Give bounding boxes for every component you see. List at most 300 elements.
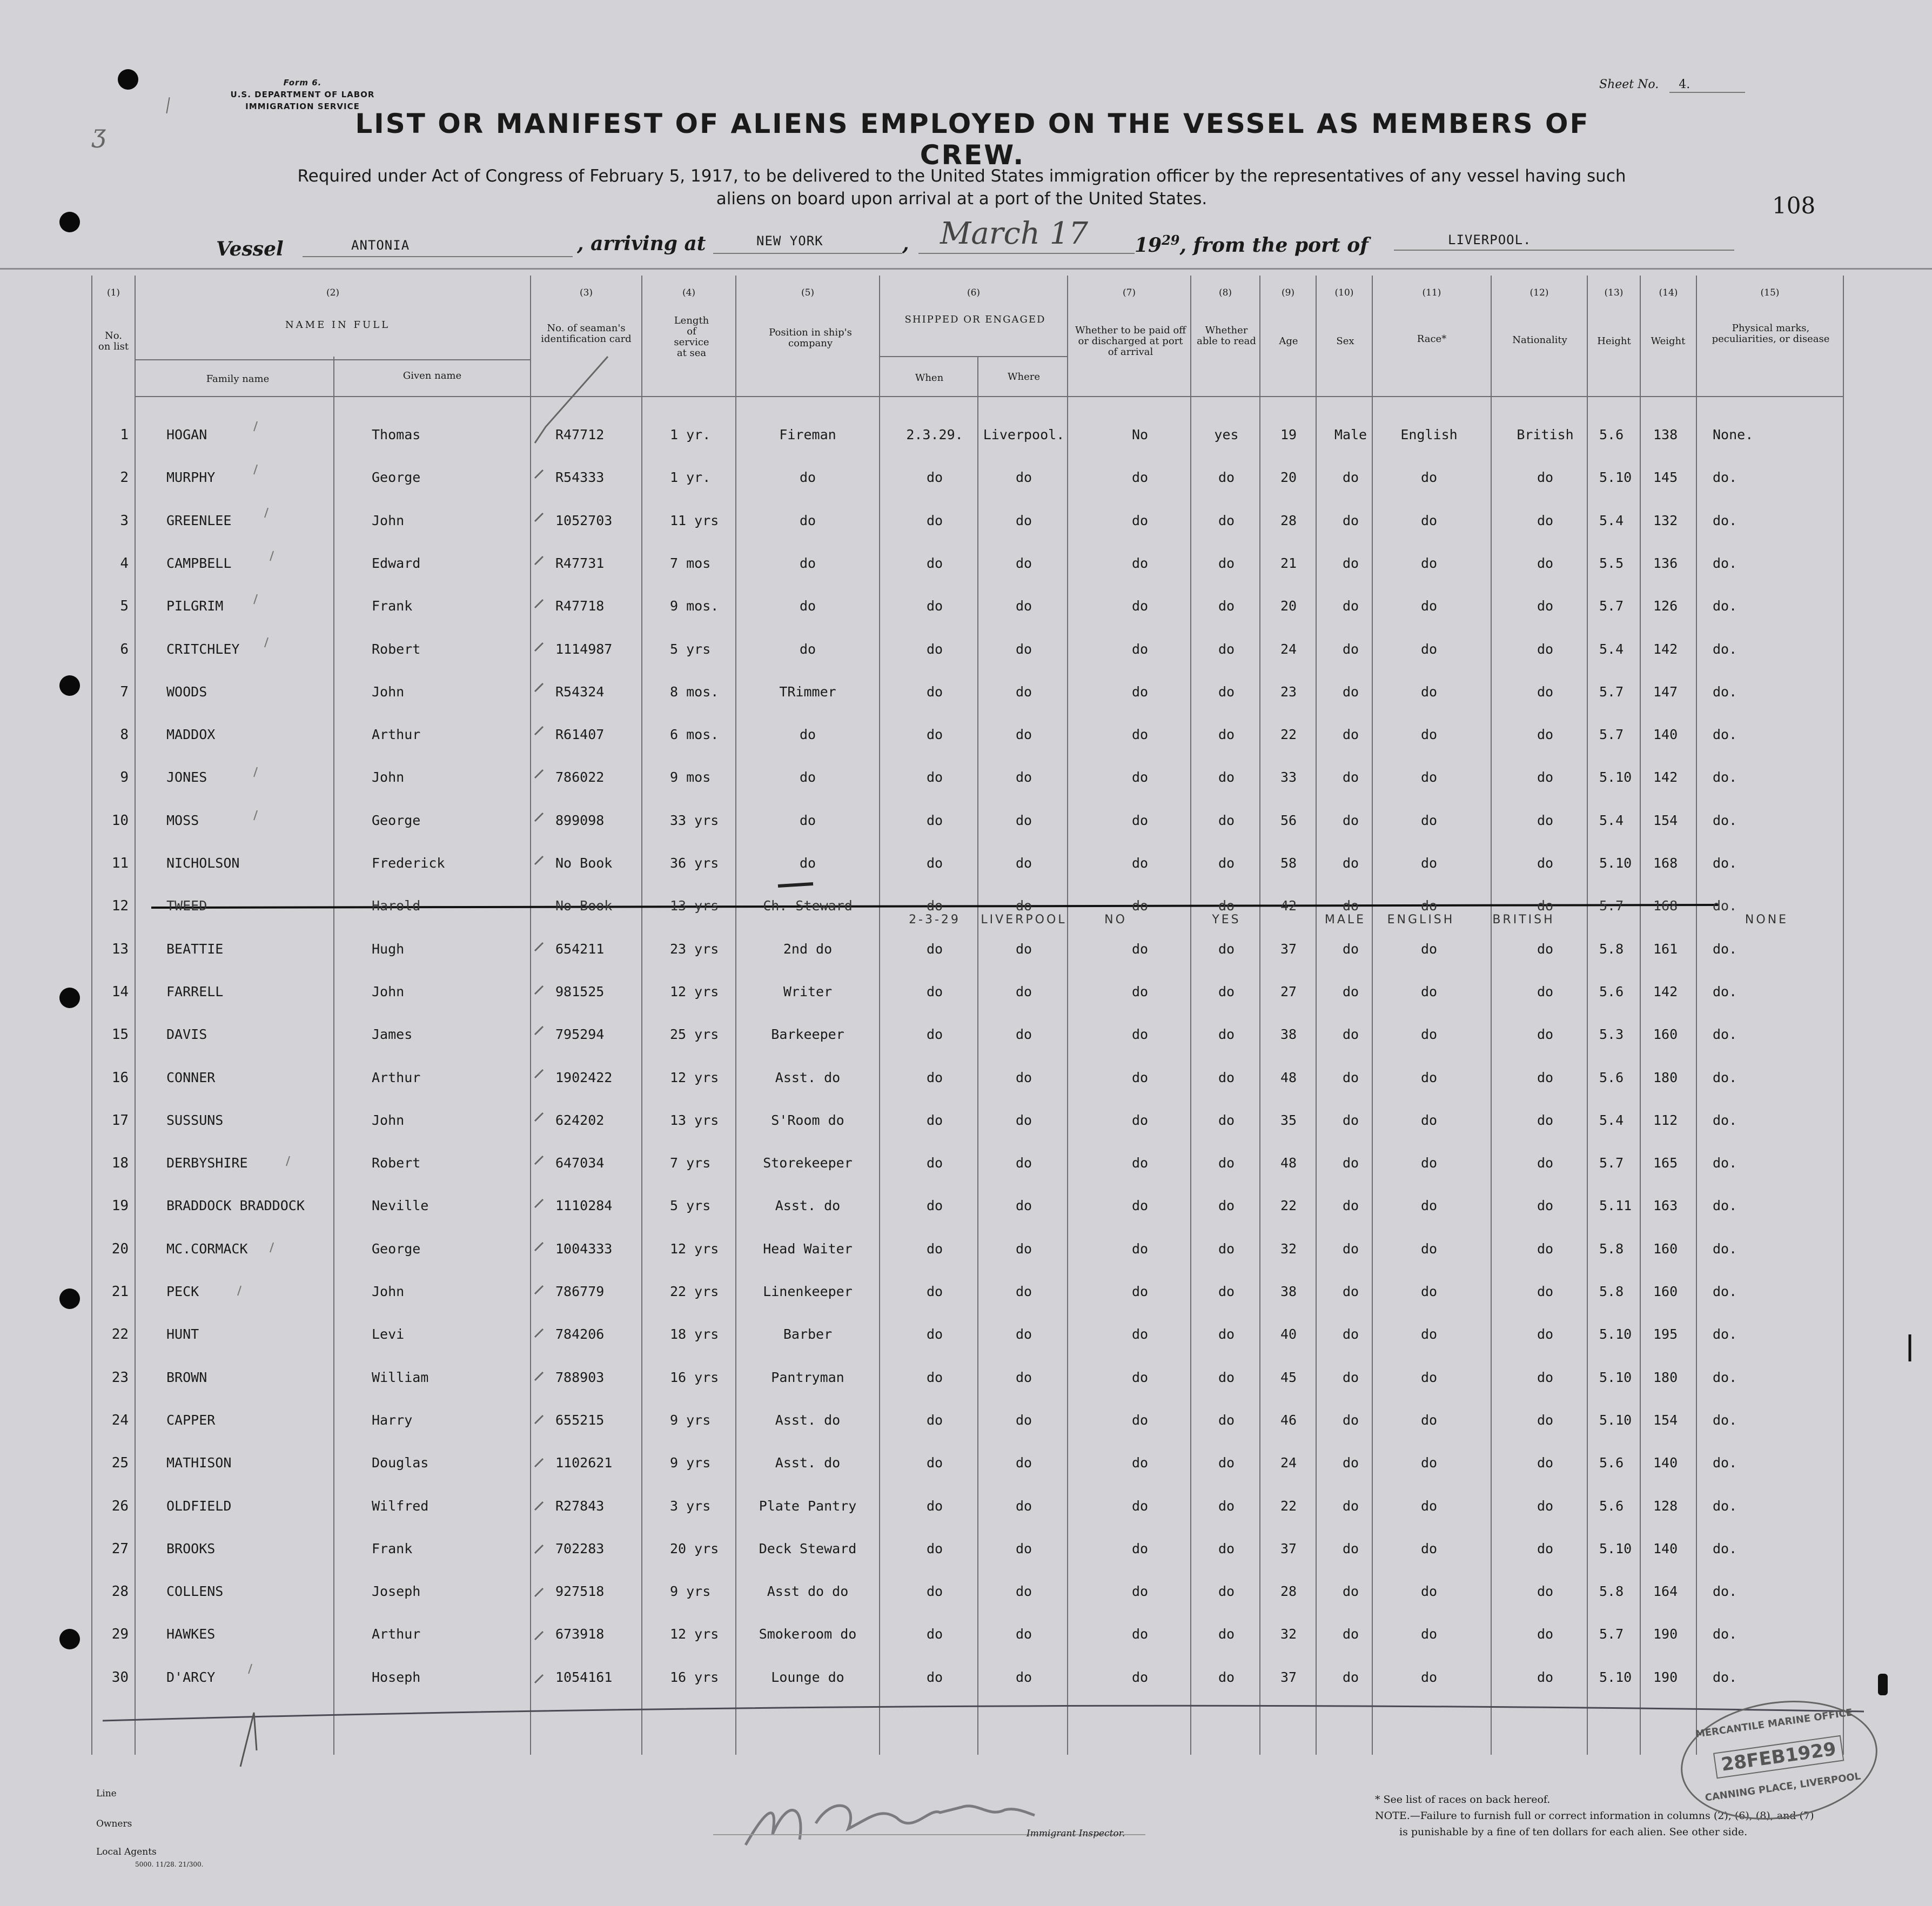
shipped-when-cell: do — [926, 469, 943, 485]
age-cell: 24 — [1280, 1455, 1297, 1471]
stamp-top: MERCANTILE MARINE OFFICE — [1694, 1707, 1854, 1740]
read-cell: do — [1218, 1498, 1235, 1514]
weight-cell: 160 — [1653, 1026, 1678, 1042]
marks-cell: do. — [1713, 555, 1738, 571]
row-number: 24 — [111, 1412, 129, 1428]
given-name-cell: George — [372, 813, 421, 828]
weight-cell: 142 — [1653, 984, 1678, 999]
marks-cell: do. — [1713, 598, 1738, 614]
race-cell: do — [1420, 1112, 1438, 1128]
paid-off-cell: do — [1131, 1669, 1149, 1685]
row-number: 12 — [111, 898, 129, 914]
age-cell: 40 — [1280, 1326, 1297, 1342]
position-cell: Fireman — [779, 427, 836, 442]
read-cell: do — [1218, 684, 1235, 700]
sex-cell: do — [1342, 1583, 1359, 1599]
nationality-cell: do — [1537, 984, 1554, 999]
nationality-cell: do — [1537, 1155, 1554, 1171]
id-card-cell: 1004333 — [555, 1241, 613, 1257]
race-cell: do — [1420, 1626, 1438, 1642]
sex-cell: do — [1342, 1198, 1359, 1213]
sex-cell: do — [1342, 598, 1359, 614]
id-card-cell: R47712 — [555, 427, 605, 442]
paid-off-cell: do — [1131, 1412, 1149, 1428]
family-name-cell: DERBYSHIRE — [166, 1155, 248, 1171]
service-length-cell: 16 yrs — [670, 1370, 719, 1385]
given-name-cell: Arthur — [372, 727, 421, 742]
row-number: 29 — [111, 1626, 129, 1642]
hdr-no-on-list: No. on list — [98, 330, 129, 352]
race-cell: do — [1420, 1241, 1438, 1257]
sex-cell: Male — [1334, 427, 1367, 442]
weight-cell: 165 — [1653, 1155, 1678, 1171]
nationality-cell: British — [1517, 427, 1574, 442]
paid-off-cell: do — [1131, 1626, 1149, 1642]
column-number: (13) — [1604, 287, 1624, 298]
age-cell: 32 — [1280, 1241, 1297, 1257]
race-cell: do — [1420, 555, 1438, 571]
age-cell: 46 — [1280, 1412, 1297, 1428]
position-cell: S'Room do — [771, 1112, 844, 1128]
position-cell: Barber — [783, 1326, 833, 1342]
shipped-where-cell: do — [1015, 1541, 1032, 1556]
given-name-cell: John — [372, 684, 405, 700]
paid-off-cell: do — [1131, 1498, 1149, 1514]
family-name-cell: FARRELL — [166, 984, 224, 999]
race-cell: do — [1420, 469, 1438, 485]
shipped-when-cell: do — [926, 555, 943, 571]
id-card-cell: 647034 — [555, 1155, 605, 1171]
race-cell: do — [1420, 1284, 1438, 1299]
row-number: 14 — [111, 984, 129, 1000]
age-cell: 48 — [1280, 1070, 1297, 1085]
read-cell: do — [1218, 1241, 1235, 1257]
marks-cell: do. — [1713, 941, 1738, 957]
read-cell: do — [1218, 469, 1235, 485]
family-name-cell: MURPHY — [166, 469, 216, 485]
shipped-when-cell: do — [926, 769, 943, 785]
sex-cell: do — [1342, 513, 1359, 528]
id-card-cell: R47718 — [555, 598, 605, 614]
given-name-cell: Robert — [372, 641, 421, 657]
shipped-when-cell: do — [926, 1455, 943, 1471]
marks-cell: do. — [1713, 727, 1738, 742]
age-cell: 33 — [1280, 769, 1297, 785]
given-name-cell: Joseph — [372, 1583, 421, 1599]
read-cell: do — [1218, 984, 1235, 999]
hdr-nationality: Nationality — [1512, 334, 1567, 346]
row-number: 4 — [120, 555, 129, 572]
correction-when: 2-3-29 — [909, 913, 961, 927]
race-cell: do — [1420, 513, 1438, 528]
position-cell: Asst. do — [775, 1455, 841, 1471]
id-card-cell: 788903 — [555, 1370, 605, 1385]
height-cell: 5.11 — [1599, 1198, 1632, 1213]
nationality-cell: do — [1537, 641, 1554, 657]
shipped-where-cell: Liverpool. — [983, 427, 1065, 442]
print-code: 5000. 11/28. 21/300. — [135, 1861, 204, 1868]
nationality-cell: do — [1537, 1626, 1554, 1642]
position-cell: Linenkeeper — [763, 1284, 853, 1299]
correction-race: ENGLISH — [1387, 913, 1455, 927]
column-number: (5) — [801, 287, 815, 298]
column-number: (10) — [1334, 287, 1354, 298]
height-cell: 5.10 — [1599, 769, 1632, 785]
paid-off-cell: do — [1131, 555, 1149, 571]
id-card-cell: 899098 — [555, 813, 605, 828]
correction-read: YES — [1212, 913, 1241, 927]
row-number: 25 — [111, 1455, 129, 1471]
sex-cell: do — [1342, 984, 1359, 999]
shipped-when-cell: do — [926, 1626, 943, 1642]
nationality-cell: do — [1537, 1669, 1554, 1685]
sex-cell: do — [1342, 727, 1359, 742]
sex-cell: do — [1342, 898, 1359, 914]
row-number: 2 — [120, 469, 129, 486]
paid-off-cell: do — [1131, 769, 1149, 785]
read-cell: do — [1218, 1155, 1235, 1171]
height-cell: 5.4 — [1599, 813, 1624, 828]
nationality-cell: do — [1537, 513, 1554, 528]
service-length-cell: 20 yrs — [670, 1541, 719, 1556]
row-number: 28 — [111, 1583, 129, 1600]
weight-cell: 195 — [1653, 1326, 1678, 1342]
read-cell: do — [1218, 898, 1235, 914]
age-cell: 32 — [1280, 1626, 1297, 1642]
age-cell: 45 — [1280, 1370, 1297, 1385]
position-cell: Writer — [783, 984, 833, 999]
id-card-cell: 1114987 — [555, 641, 613, 657]
row-number: 23 — [111, 1370, 129, 1386]
age-cell: 42 — [1280, 898, 1297, 914]
id-card-cell: 784206 — [555, 1326, 605, 1342]
service-length-cell: 13 yrs — [670, 898, 719, 914]
paid-off-cell: do — [1131, 1198, 1149, 1213]
given-name-cell: Frank — [372, 1541, 413, 1556]
race-cell: do — [1420, 641, 1438, 657]
read-cell: do — [1218, 555, 1235, 571]
given-name-cell: Levi — [372, 1326, 405, 1342]
shipped-where-cell: do — [1015, 598, 1032, 614]
correction-sex: MALE — [1324, 913, 1366, 927]
family-name-cell: HUNT — [166, 1326, 199, 1342]
marks-cell: do. — [1713, 898, 1738, 914]
sex-cell: do — [1342, 1326, 1359, 1342]
race-cell: do — [1420, 1669, 1438, 1685]
marks-cell: do. — [1713, 1198, 1738, 1213]
given-name-cell: George — [372, 469, 421, 485]
id-card-cell: R54324 — [555, 684, 605, 700]
column-number: (2) — [326, 287, 340, 298]
year-prefix: 19 — [1135, 234, 1162, 257]
penalty-note-2: is punishable by a fine of ten dollars for each alien. See other side. — [1399, 1826, 1748, 1838]
marks-cell: None. — [1713, 427, 1754, 442]
age-cell: 22 — [1280, 727, 1297, 742]
height-cell: 5.4 — [1599, 1112, 1624, 1128]
weight-cell: 190 — [1653, 1626, 1678, 1642]
departure-port: LIVERPOOL. — [1448, 232, 1532, 247]
given-name-cell: John — [372, 984, 405, 999]
service-length-cell: 9 yrs — [670, 1412, 711, 1428]
column-number: (7) — [1122, 287, 1136, 298]
column-number: (15) — [1760, 287, 1780, 298]
shipped-where-cell: do — [1015, 1626, 1032, 1642]
shipped-when-cell: do — [926, 1241, 943, 1257]
position-cell: do — [799, 727, 816, 742]
weight-cell: 160 — [1653, 1284, 1678, 1299]
id-card-cell: 702283 — [555, 1541, 605, 1556]
nationality-cell: do — [1537, 1112, 1554, 1128]
given-name-cell: Hoseph — [372, 1669, 421, 1685]
weight-cell: 140 — [1653, 1455, 1678, 1471]
id-card-cell: 795294 — [555, 1026, 605, 1042]
given-name-cell: Neville — [372, 1198, 429, 1213]
service-length-cell: 23 yrs — [670, 941, 719, 957]
shipped-when-cell: do — [926, 1070, 943, 1085]
read-cell: do — [1218, 769, 1235, 785]
read-cell: yes — [1214, 427, 1239, 442]
column-number: (12) — [1530, 287, 1549, 298]
age-cell: 38 — [1280, 1026, 1297, 1042]
shipped-where-cell: do — [1015, 813, 1032, 828]
service-length-cell: 1 yr. — [670, 427, 711, 442]
service-length-cell: 12 yrs — [670, 1626, 719, 1642]
nationality-cell: do — [1537, 1455, 1554, 1471]
read-cell: do — [1218, 1455, 1235, 1471]
service-length-cell: 9 yrs — [670, 1583, 711, 1599]
line-label: Line — [96, 1788, 117, 1799]
age-cell: 38 — [1280, 1284, 1297, 1299]
family-name-cell: MATHISON — [166, 1455, 232, 1471]
shipped-when-cell: do — [926, 1583, 943, 1599]
hdr-position: Position in ship's company — [769, 327, 852, 349]
hdr-when: When — [915, 372, 944, 384]
sex-cell: do — [1342, 1498, 1359, 1514]
hdr-age: Age — [1279, 335, 1298, 347]
service-length-cell: 7 yrs — [670, 1155, 711, 1171]
weight-cell: 136 — [1653, 555, 1678, 571]
paid-off-cell: do — [1131, 1370, 1149, 1385]
family-name-cell: JONES — [166, 769, 207, 785]
marks-cell: do. — [1713, 1669, 1738, 1685]
height-cell: 5.8 — [1599, 1284, 1624, 1299]
sex-cell: do — [1342, 684, 1359, 700]
penalty-note-1: NOTE.—Failure to furnish full or correct information in columns (2), (6), (8), and (7) — [1375, 1810, 1814, 1822]
id-card-cell: 1102621 — [555, 1455, 613, 1471]
position-cell: Lounge do — [771, 1669, 844, 1685]
shipped-where-cell: do — [1015, 641, 1032, 657]
race-cell: do — [1420, 855, 1438, 871]
read-cell: do — [1218, 1284, 1235, 1299]
shipped-when-cell: do — [926, 598, 943, 614]
column-number: (1) — [106, 287, 120, 298]
row-number: 19 — [111, 1198, 129, 1214]
read-cell: do — [1218, 727, 1235, 742]
read-cell: do — [1218, 1198, 1235, 1213]
service-length-cell: 9 yrs — [670, 1455, 711, 1471]
weight-cell: 180 — [1653, 1370, 1678, 1385]
id-card-cell: 654211 — [555, 941, 605, 957]
marks-cell: do. — [1713, 1583, 1738, 1599]
paid-off-cell: do — [1131, 898, 1149, 914]
id-card-cell: 655215 — [555, 1412, 605, 1428]
weight-cell: 190 — [1653, 1669, 1678, 1685]
position-cell: do — [799, 513, 816, 528]
sex-cell: do — [1342, 941, 1359, 957]
nationality-cell: do — [1537, 1026, 1554, 1042]
family-name-cell: CONNER — [166, 1070, 216, 1085]
weight-cell: 163 — [1653, 1198, 1678, 1213]
marks-cell: do. — [1713, 813, 1738, 828]
service-length-cell: 22 yrs — [670, 1284, 719, 1299]
paid-off-cell: do — [1131, 1026, 1149, 1042]
height-cell: 5.7 — [1599, 898, 1624, 914]
height-cell: 5.5 — [1599, 555, 1624, 571]
marks-cell: do. — [1713, 769, 1738, 785]
sex-cell: do — [1342, 1412, 1359, 1428]
nationality-cell: do — [1537, 1326, 1554, 1342]
marks-cell: do. — [1713, 1455, 1738, 1471]
weight-cell: 180 — [1653, 1070, 1678, 1085]
read-cell: do — [1218, 855, 1235, 871]
marks-cell: do. — [1713, 1026, 1738, 1042]
shipped-where-cell: do — [1015, 1198, 1032, 1213]
row-number: 27 — [111, 1541, 129, 1557]
shipped-when-cell: do — [926, 684, 943, 700]
race-cell: do — [1420, 1498, 1438, 1514]
race-cell: do — [1420, 898, 1438, 914]
hdr-marks: Physical marks, peculiarities, or disease — [1712, 323, 1830, 345]
family-name-cell: PILGRIM — [166, 598, 224, 614]
service-length-cell: 12 yrs — [670, 984, 719, 999]
age-cell: 19 — [1280, 427, 1297, 442]
service-length-cell: 12 yrs — [670, 1241, 719, 1257]
position-cell: Barkeeper — [771, 1026, 844, 1042]
shipped-when-cell: do — [926, 1284, 943, 1299]
paid-off-cell: do — [1131, 1541, 1149, 1556]
from-port-label: , from the port of — [1179, 234, 1369, 257]
family-name-cell: SUSSUNS — [166, 1112, 224, 1128]
hdr-id-card: No. of seaman's identification card — [541, 323, 632, 345]
race-cell: do — [1420, 1541, 1438, 1556]
column-number: (11) — [1422, 287, 1441, 298]
weight-cell: 132 — [1653, 513, 1678, 528]
paid-off-cell: do — [1131, 1070, 1149, 1085]
shipped-where-cell: do — [1015, 1070, 1032, 1085]
given-name-cell: Robert — [372, 1155, 421, 1171]
shipped-when-cell: do — [926, 855, 943, 871]
shipped-when-cell: do — [926, 513, 943, 528]
sex-cell: do — [1342, 469, 1359, 485]
inspector-label: Immigrant Inspector. — [1027, 1828, 1125, 1839]
sex-cell: do — [1342, 641, 1359, 657]
sex-cell: do — [1342, 855, 1359, 871]
hdr-sex: Sex — [1336, 335, 1354, 347]
hdr-length-service: Length of service at sea — [674, 315, 709, 359]
sex-cell: do — [1342, 1541, 1359, 1556]
nationality-cell: do — [1537, 1070, 1554, 1085]
marks-cell: do. — [1713, 1112, 1738, 1128]
position-cell: Storekeeper — [763, 1155, 853, 1171]
arrival-date: March 17 — [940, 216, 1088, 251]
paid-off-cell: do — [1131, 1284, 1149, 1299]
position-cell: Deck Steward — [759, 1541, 857, 1556]
races-note: * See list of races on back hereof. — [1375, 1794, 1551, 1806]
marks-cell: do. — [1713, 513, 1738, 528]
id-card-cell: 927518 — [555, 1583, 605, 1599]
paid-off-cell: do — [1131, 813, 1149, 828]
marks-cell: do. — [1713, 1284, 1738, 1299]
shipped-where-cell: do — [1015, 769, 1032, 785]
shipped-when-cell: do — [926, 727, 943, 742]
row-number: 10 — [111, 813, 129, 829]
weight-cell: 154 — [1653, 813, 1678, 828]
row-number: 21 — [111, 1284, 129, 1300]
age-cell: 35 — [1280, 1112, 1297, 1128]
age-cell: 20 — [1280, 469, 1297, 485]
service-length-cell: 36 yrs — [670, 855, 719, 871]
nationality-cell: do — [1537, 727, 1554, 742]
height-cell: 5.6 — [1599, 1455, 1624, 1471]
paid-off-cell: do — [1131, 469, 1149, 485]
age-cell: 58 — [1280, 855, 1297, 871]
position-cell: do — [799, 555, 816, 571]
sex-cell: do — [1342, 1669, 1359, 1685]
row-number: 11 — [111, 855, 129, 871]
read-cell: do — [1218, 1669, 1235, 1685]
height-cell: 5.4 — [1599, 513, 1624, 528]
hdr-height: Height — [1597, 335, 1631, 347]
sheet-value: 4. — [1679, 78, 1691, 91]
age-cell: 20 — [1280, 598, 1297, 614]
row-number: 1 — [120, 427, 129, 443]
row-number: 20 — [111, 1241, 129, 1257]
id-card-cell: 1054161 — [555, 1669, 613, 1685]
paid-off-cell: do — [1131, 641, 1149, 657]
given-name-cell: George — [372, 1241, 421, 1257]
id-card-cell: 786779 — [555, 1284, 605, 1299]
family-name-cell: BRADDOCK BRADDOCK — [166, 1198, 305, 1213]
row-number: 7 — [120, 684, 129, 700]
given-name-cell: Hugh — [372, 941, 405, 957]
shipped-where-cell: do — [1015, 1370, 1032, 1385]
sex-cell: do — [1342, 1026, 1359, 1042]
column-number: (4) — [682, 287, 696, 298]
owners-label: Owners — [96, 1818, 132, 1829]
shipped-where-cell: do — [1015, 1583, 1032, 1599]
position-cell: Asst. do — [775, 1412, 841, 1428]
weight-cell: 142 — [1653, 641, 1678, 657]
correction-paid: NO — [1104, 913, 1127, 927]
row-number: 26 — [111, 1498, 129, 1514]
nationality-cell: do — [1537, 1498, 1554, 1514]
position-cell: Head Waiter — [763, 1241, 853, 1257]
shipped-when-cell: do — [926, 1112, 943, 1128]
marks-cell: do. — [1713, 1155, 1738, 1171]
nationality-cell: do — [1537, 1412, 1554, 1428]
marks-cell: do. — [1713, 984, 1738, 999]
family-name-cell: COLLENS — [166, 1583, 224, 1599]
margin-scribble: ʒ — [92, 119, 106, 148]
race-cell: do — [1420, 813, 1438, 828]
weight-cell: 147 — [1653, 684, 1678, 700]
shipped-where-cell: do — [1015, 941, 1032, 957]
family-name-cell: DAVIS — [166, 1026, 207, 1042]
stamp-bottom: CANNING PLACE, LIVERPOOL — [1704, 1770, 1862, 1804]
marks-cell: do. — [1713, 684, 1738, 700]
hdr-paid-off: Whether to be paid off or discharged at port of arrival — [1075, 325, 1186, 358]
given-name-cell: Arthur — [372, 1626, 421, 1642]
